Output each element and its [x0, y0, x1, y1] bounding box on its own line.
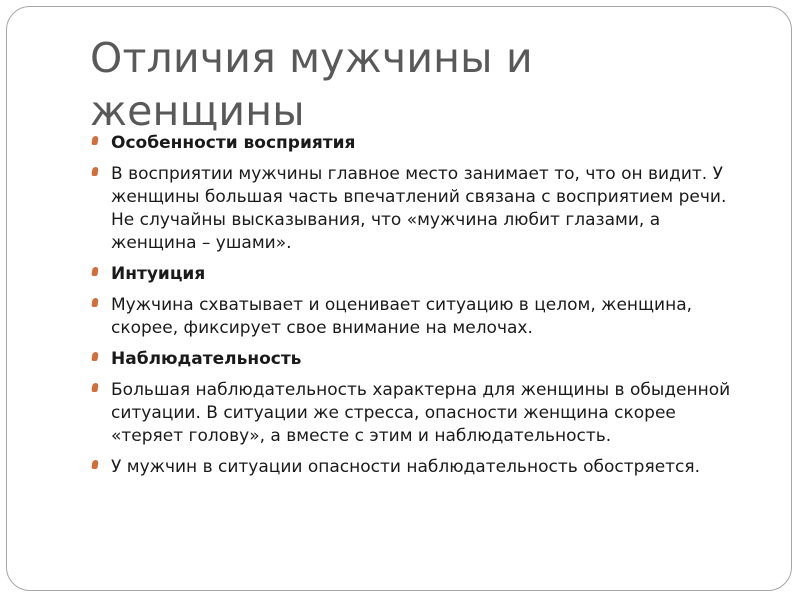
- heading-observation: Наблюдательность: [111, 349, 302, 369]
- heading-intuition: Интуиция: [111, 264, 206, 284]
- list-item: [90, 348, 740, 371]
- paragraph-observation: Большая наблюдательность характерна для женщины в обыденной ситуации. В ситуации же стресса, опасности женщина скорее «теряет голову», а вместе с этим и наблюдательность.: [111, 380, 731, 446]
- list-item: [90, 263, 740, 286]
- content-list: [90, 132, 740, 487]
- list-item: [90, 456, 740, 479]
- paragraph-perception: В восприятии мужчины главное место занимает то, что он видит. У женщины большая часть впечатлений связана с восприятием речи. Не случайны высказывания, что «мужчина любит глазами, а женщина – ушами».: [111, 164, 727, 253]
- bullet-icon: [91, 352, 98, 361]
- paragraph-intuition: Мужчина схватывает и оценивает ситуацию в целом, женщина, скорее, фиксирует свое внимание на мелочах.: [111, 295, 693, 338]
- list-item: [90, 163, 740, 255]
- bullet-icon: [91, 136, 98, 145]
- paragraph-danger: У мужчин в ситуации опасности наблюдательность обостряется.: [111, 457, 701, 477]
- bullet-icon: [91, 298, 98, 307]
- list-item: [90, 294, 740, 340]
- list-item: [90, 379, 740, 448]
- list-item: [90, 132, 740, 155]
- bullet-icon: [91, 167, 98, 176]
- bullet-icon: [91, 460, 98, 469]
- bullet-icon: [91, 267, 98, 276]
- heading-perception: Особенности восприятия: [111, 133, 356, 153]
- bullet-icon: [91, 383, 98, 392]
- slide-title: Отличия мужчины и женщины: [90, 34, 533, 135]
